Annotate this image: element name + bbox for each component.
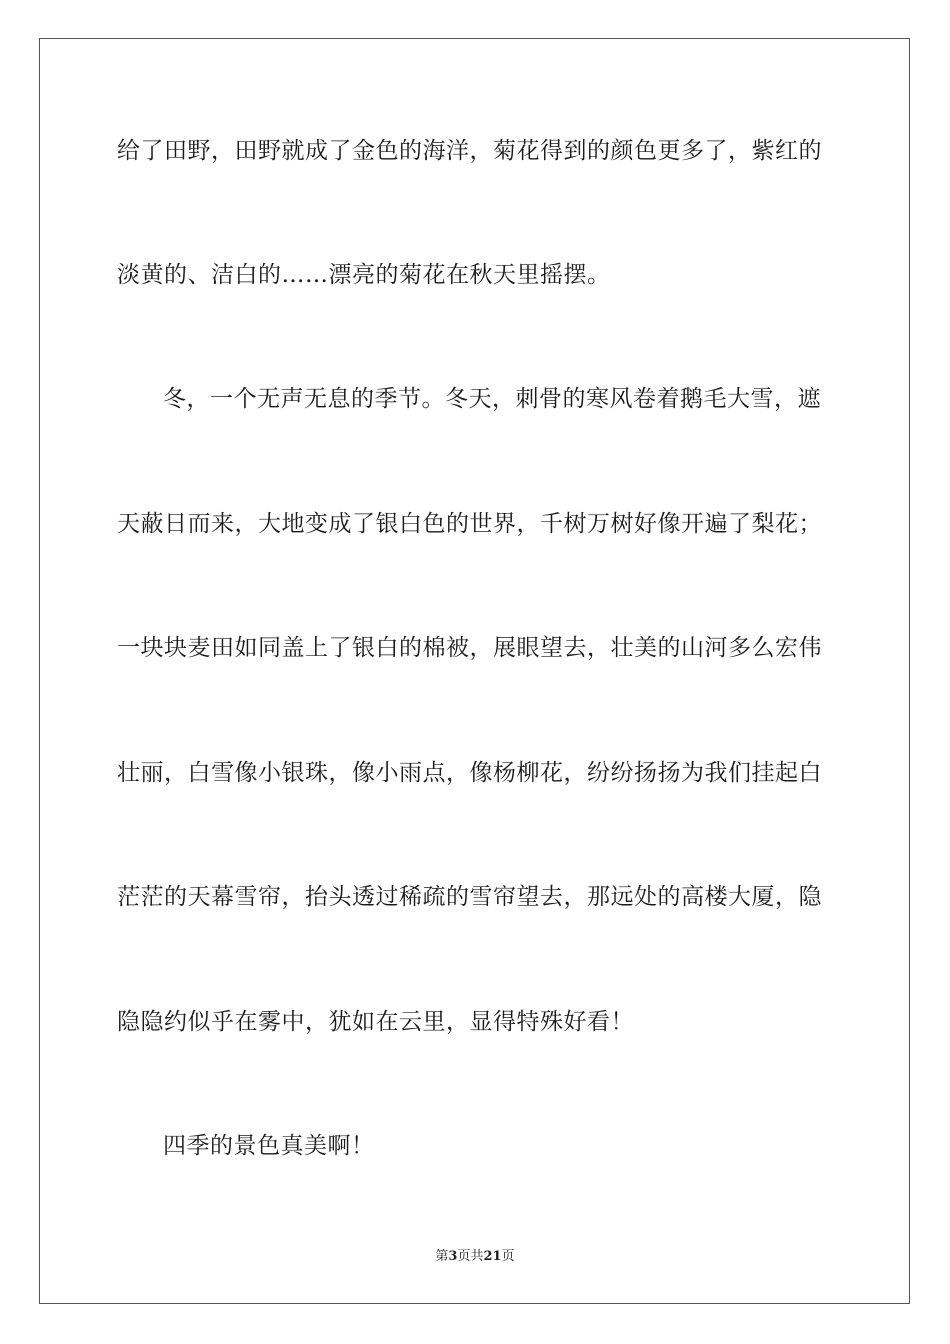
total-suffix: 页 xyxy=(501,1249,515,1264)
paragraph-line: 茫茫的天幕雪帘，抬头透过稀疏的雪帘望去，那远处的高楼大厦，隐 xyxy=(117,884,822,910)
paragraph-line: 给了田野，田野就成了金色的海洋，菊花得到的颜色更多了，紫红的 xyxy=(117,138,822,164)
paragraph-line: 淡黄的、洁白的……漂亮的菊花在秋天里摇摆。 xyxy=(117,262,611,288)
page-suffix: 页 xyxy=(457,1249,471,1264)
page-number: 3 xyxy=(448,1249,458,1264)
paragraph-line: 四季的景色真美啊！ xyxy=(163,1133,375,1159)
paragraph-line: 隐隐约似乎在雾中，犹如在云里，显得特殊好看！ xyxy=(117,1009,634,1035)
page-border xyxy=(39,38,910,1304)
paragraph-line: 冬，一个无声无息的季节。冬天，刺骨的寒风卷着鹅毛大雪，遮 xyxy=(163,386,821,412)
page-prefix: 第 xyxy=(435,1249,449,1264)
paragraph-line: 天蔽日而来，大地变成了银白色的世界，千树万树好像开遍了梨花； xyxy=(117,511,822,537)
paragraph-line: 一块块麦田如同盖上了银白的棉被，展眼望去，壮美的山河多么宏伟 xyxy=(117,635,822,661)
page-footer xyxy=(0,1248,950,1266)
total-pages: 21 xyxy=(483,1249,502,1264)
total-prefix: 共 xyxy=(470,1249,484,1264)
paragraph-line: 壮丽，白雪像小银珠，像小雨点，像杨柳花，纷纷扬扬为我们挂起白 xyxy=(117,760,822,786)
